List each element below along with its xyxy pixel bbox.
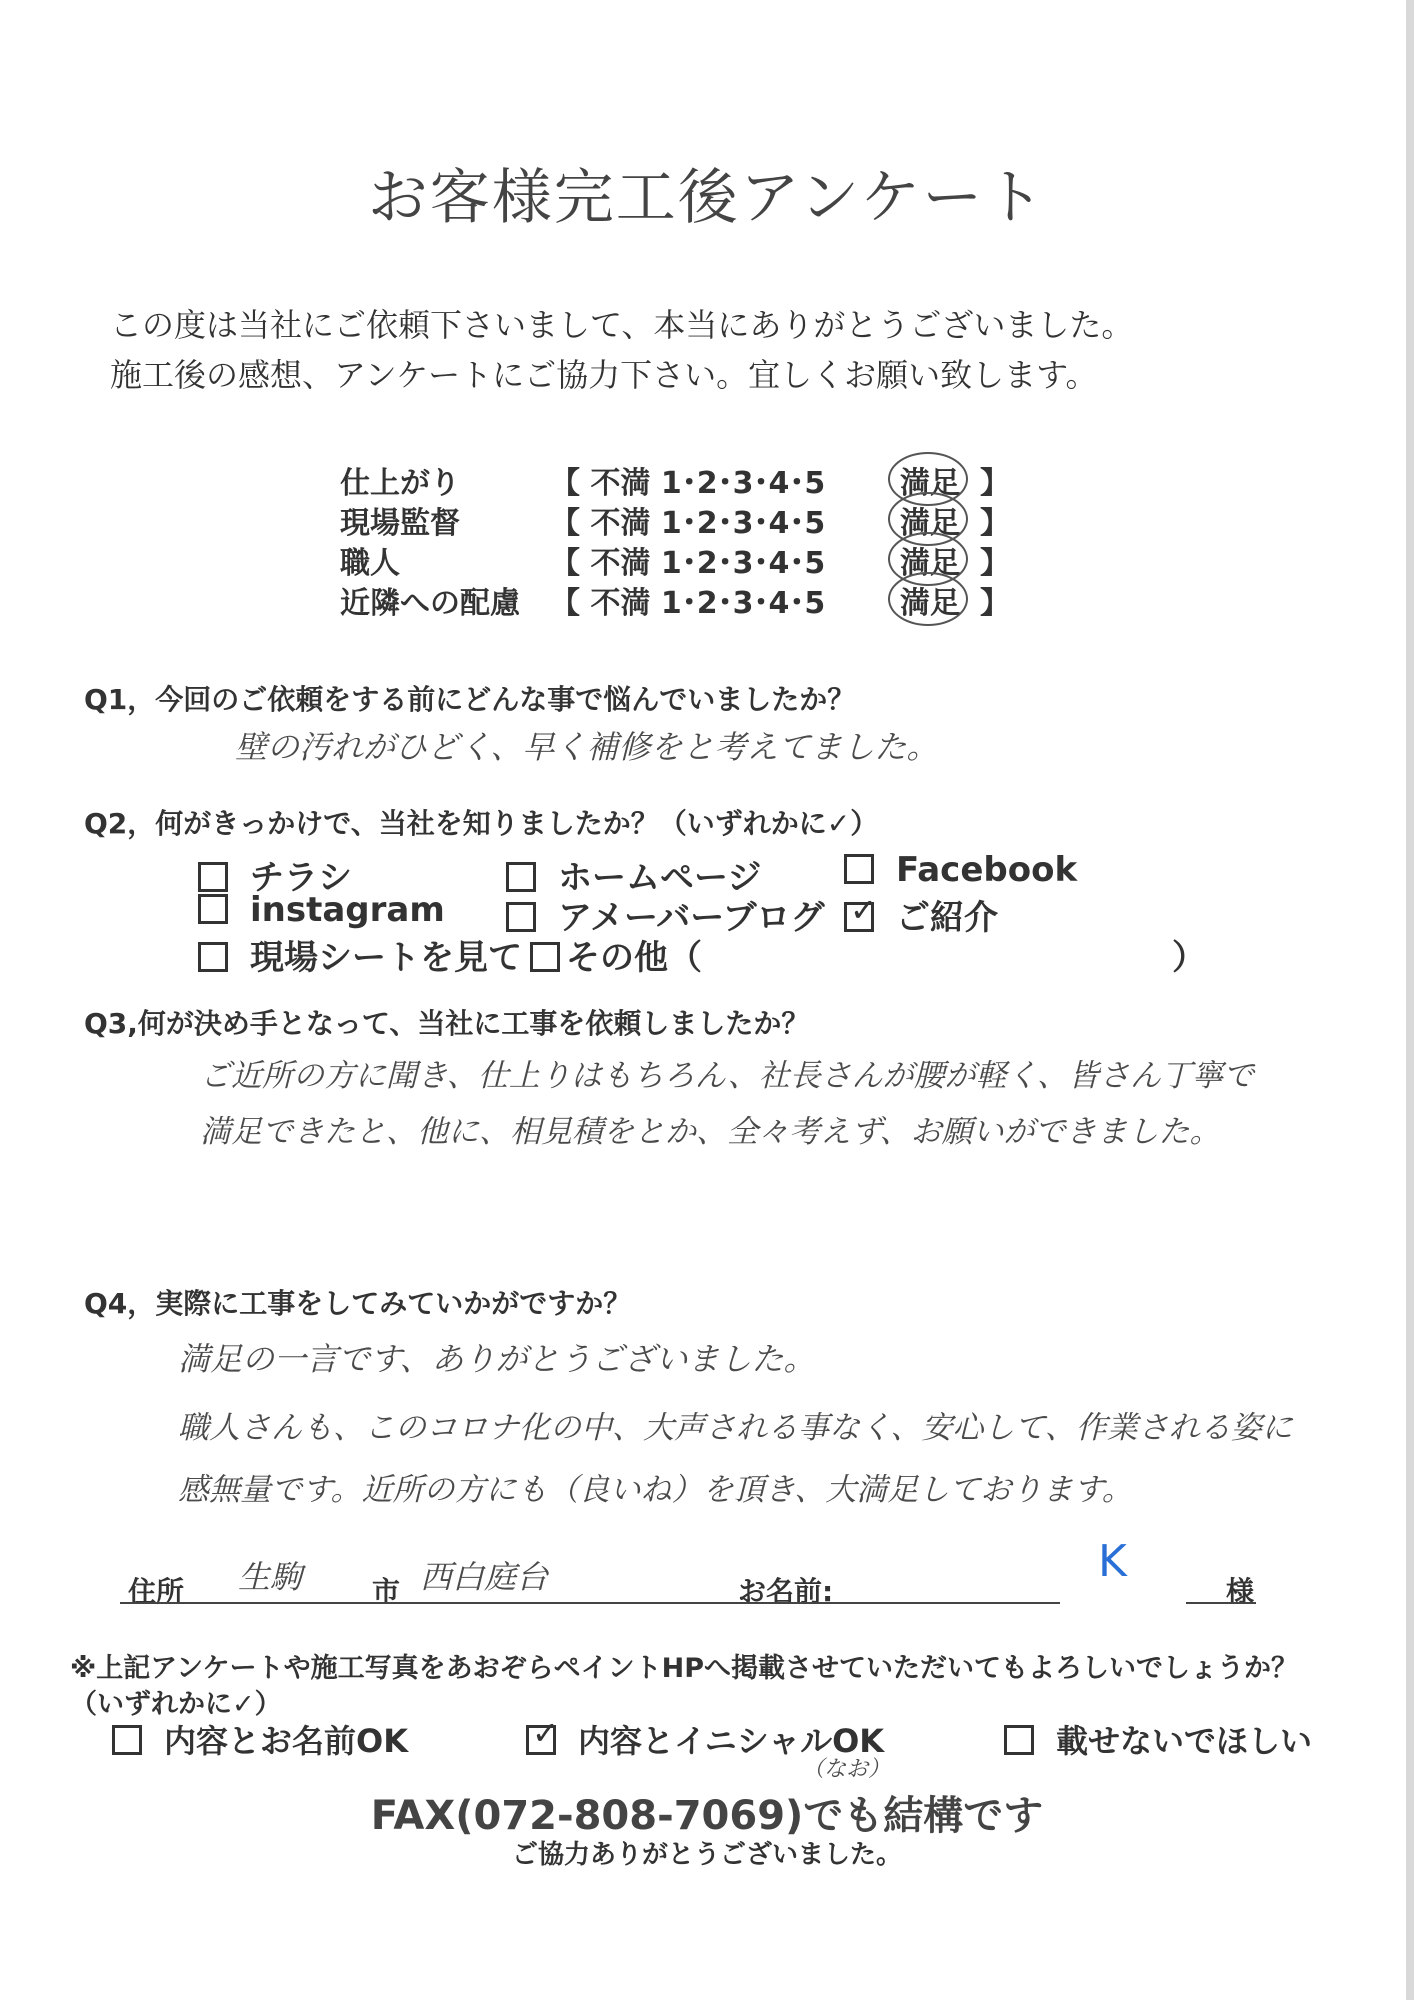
checkbox-checked[interactable] xyxy=(526,1714,559,1755)
page-title: お客様完工後アンケート xyxy=(367,163,1047,233)
handwritten-note: （なお） xyxy=(802,1757,891,1782)
address-underline xyxy=(120,1602,1060,1604)
option-label: 内容とイニシャルOK xyxy=(578,1722,885,1760)
q4-answer-line-2: 職人さんも、このコロナ化の中、大声される事なく、安心して、作業される姿に xyxy=(178,1410,1293,1446)
q3-question: Q3,何が決め手となって、当社に工事を依頼しましたか？ xyxy=(84,1007,810,1040)
address-city-value: 生駒 xyxy=(238,1558,303,1596)
rating-satisfied: 満足 xyxy=(900,546,960,581)
rating-scale: 【 不満 1･2･3･4･5 xyxy=(550,586,826,621)
option-label: Facebook xyxy=(896,850,1078,890)
intro-line-1: この度は当社にご依頼下さいまして、本当にありがとうございました。 xyxy=(110,306,1134,344)
rating-scale: 【 不満 1･2･3･4･5 xyxy=(550,466,826,501)
scan-edge xyxy=(1406,0,1414,2000)
option-referral[interactable] xyxy=(844,890,998,939)
checkbox[interactable] xyxy=(112,1725,142,1755)
rating-satisfied: 満足 xyxy=(900,466,960,501)
q4-question: Q4，実際に工事をしてみていかがですか？ xyxy=(84,1287,632,1320)
permission-question: ※上記アンケートや施工写真をあおぞらペイントHPへ掲載させていただいてもよろしいでしょうか？ xyxy=(70,1653,1299,1684)
checkbox[interactable] xyxy=(198,862,228,892)
option-label: その他（ xyxy=(566,938,702,978)
check-mark: ✓ xyxy=(850,890,877,929)
honorific: 様 xyxy=(1226,1575,1255,1608)
option-label: ご紹介 xyxy=(896,898,998,938)
q1-question: Q1，今回のご依頼をする前にどんな事で悩んでいましたか？ xyxy=(84,683,856,716)
rating-close: 】 xyxy=(980,586,1010,621)
option-label: チラシ xyxy=(250,858,352,898)
checkbox[interactable] xyxy=(198,942,228,972)
thanks-line: ご協力ありがとうございました。 xyxy=(511,1840,902,1870)
option-site-sheet[interactable] xyxy=(198,930,522,979)
permission-instruction: （いずれかに✓） xyxy=(70,1689,282,1720)
checkbox[interactable] xyxy=(844,854,874,884)
checkbox-checked[interactable] xyxy=(844,890,877,932)
checkbox[interactable] xyxy=(506,902,536,932)
name-value: K xyxy=(1098,1536,1127,1587)
checkbox[interactable] xyxy=(506,862,536,892)
rating-satisfied: 満足 xyxy=(900,586,960,621)
option-label: 内容とお名前OK xyxy=(164,1722,409,1760)
rating-close: 】 xyxy=(980,546,1010,581)
checkbox[interactable] xyxy=(1004,1725,1034,1755)
checkbox[interactable] xyxy=(198,894,228,924)
option-facebook[interactable] xyxy=(844,850,1077,890)
option-label: アメーバーブログ xyxy=(558,898,825,938)
address-label: 住所 xyxy=(128,1575,185,1608)
rating-satisfied: 満足 xyxy=(900,506,960,541)
permission-option-no[interactable] xyxy=(1004,1716,1312,1762)
rating-close: 】 xyxy=(980,466,1010,501)
intro-line-2: 施工後の感想、アンケートにご協力下さい。宜しくお願い致します。 xyxy=(110,356,1098,394)
fax-line: FAX(072-808-7069)でも結構です xyxy=(370,1793,1044,1839)
checkbox[interactable] xyxy=(530,942,560,972)
rating-label: 現場監督 xyxy=(340,506,460,541)
rating-label: 仕上がり xyxy=(340,466,460,501)
other-close-paren: ） xyxy=(1172,938,1206,978)
q3-answer-line-2: 満足できたと、他に、相見積をとか、全々考えず、お願いができました。 xyxy=(200,1114,1221,1150)
rating-scale: 【 不満 1･2･3･4･5 xyxy=(550,506,826,541)
rating-scale: 【 不満 1･2･3･4･5 xyxy=(550,546,826,581)
option-label: ホームページ xyxy=(558,858,762,898)
option-label: instagram xyxy=(250,890,445,930)
permission-option-name-ok[interactable] xyxy=(112,1716,408,1762)
q2-question: Q2，何がきっかけで、当社を知りましたか？（いずれかに✓） xyxy=(84,807,879,840)
option-other[interactable] xyxy=(530,930,702,979)
rating-label: 近隣への配慮 xyxy=(340,586,520,621)
rating-label: 職人 xyxy=(340,546,400,581)
rating-close: 】 xyxy=(980,506,1010,541)
address-town-value: 西白庭台 xyxy=(420,1558,549,1596)
option-instagram[interactable] xyxy=(198,890,445,930)
honorific-underline xyxy=(1186,1602,1256,1604)
q4-answer-line-3: 感無量です。近所の方にも（良いね）を頂き、大満足しております。 xyxy=(178,1472,1133,1508)
option-label: 現場シートを見て xyxy=(250,938,522,978)
q3-answer-line-1: ご近所の方に聞き、仕上りはもちろん、社長さんが腰が軽く、皆さん丁寧で xyxy=(200,1058,1254,1094)
check-mark: ✓ xyxy=(532,1714,559,1752)
q4-answer-line-1: 満足の一言です、ありがとうございました。 xyxy=(178,1340,816,1378)
name-label: お名前: xyxy=(738,1575,834,1608)
address-city-suffix: 市 xyxy=(372,1575,401,1608)
option-label: 載せないでほしい xyxy=(1056,1722,1313,1760)
q1-answer: 壁の汚れがひどく、早く補修をと考えてました。 xyxy=(235,728,939,766)
